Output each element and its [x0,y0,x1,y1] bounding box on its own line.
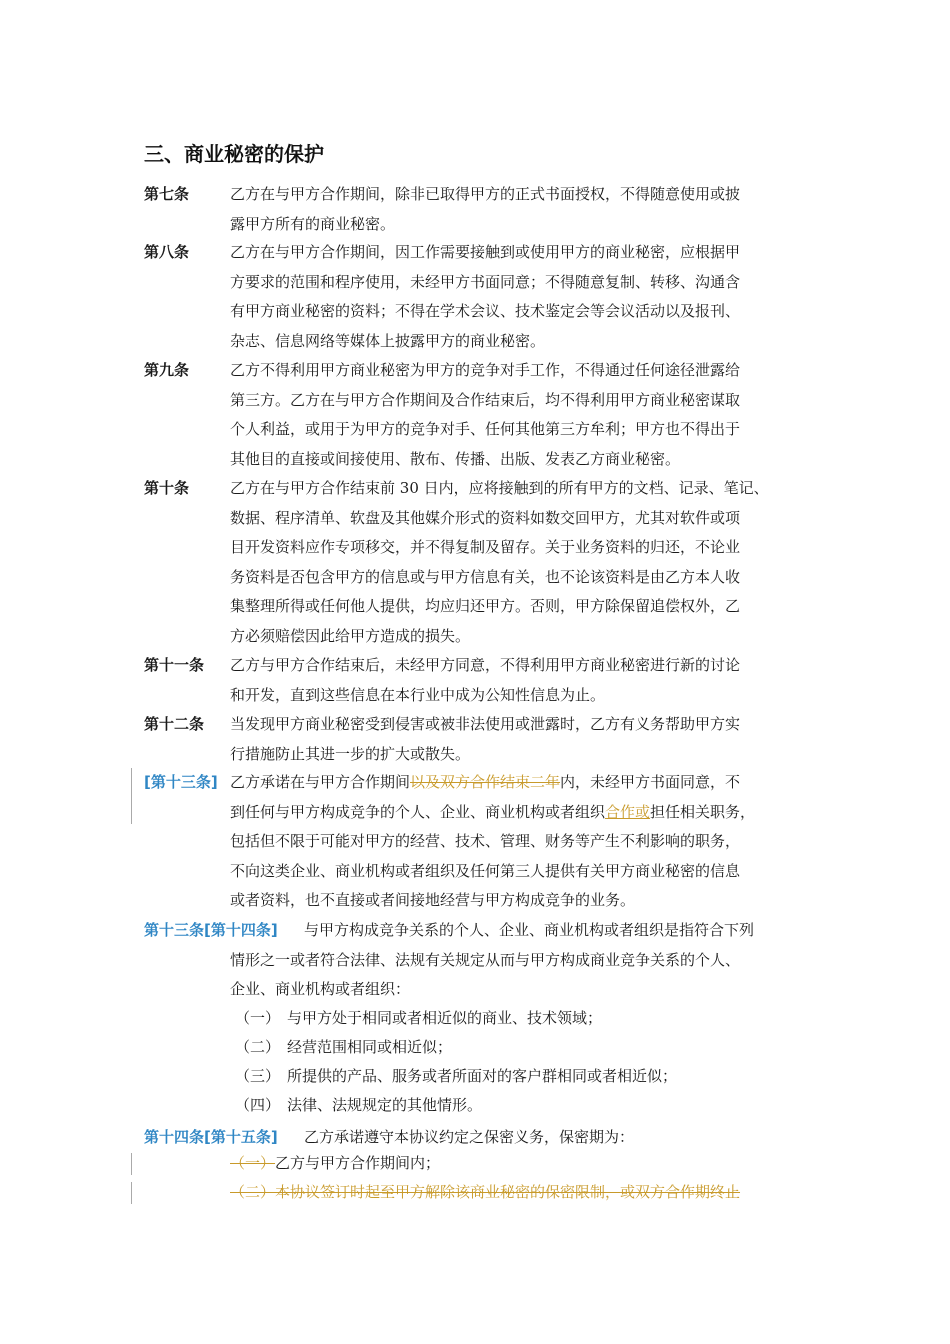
article-label: 第十二条 [144,715,205,733]
article-line [230,768,824,798]
change-bar [131,1153,132,1175]
list-item [230,1152,440,1173]
article-line: 乙方与甲方合作结束后，未经甲方同意，不得利用甲方商业秘密进行新的讨论 [230,656,741,674]
article-8 [144,238,824,356]
deleted-text: （二）本协议签订时起至甲方解除该商业秘密的保密限制，或双方合作期终止 [230,1183,741,1201]
article-line: 个人利益，或用于为甲方的竞争对手、任何其他第三方牟利；甲方也不得出于 [230,420,741,438]
article-9 [144,356,824,474]
article-label: 第九条 [144,361,190,379]
text-run: 到任何与甲方构成竞争的个人、企业、商业机构或者组织 [230,802,606,821]
list-item [235,1036,452,1057]
article-line: 或者资料，也不直接或者间接地经营与甲方构成竞争的业务。 [230,891,636,909]
article-line: 包括但不限于可能对甲方的经营、技术、管理、财务等产生不利影响的职务， [230,832,741,850]
article-label: 第八条 [144,243,190,261]
article-line: 乙方在与甲方合作期间，因工作需要接触到或使用甲方的商业秘密，应根据甲 [230,243,741,261]
item-number: （三） [235,1067,281,1085]
article-line: 杂志、信息网络等媒体上披露甲方的商业秘密。 [230,331,546,350]
article-first-line: 与甲方构成竞争关系的个人、企业、商业机构或者组织是指符合下列 [304,921,755,939]
article-line: 第三方。乙方在与甲方合作期间及合作结束后，均不得利用甲方商业秘密谋取 [230,390,741,409]
article-7 [144,180,824,239]
article-label: [第十三条] [144,773,218,791]
article-line: 企业、商业机构或者组织： [230,980,411,998]
article-10 [144,474,824,651]
item-number: （一） [235,1009,281,1027]
item-number: （二） [235,1038,281,1056]
article-line: 和开发，直到这些信息在本行业中成为公知性信息为止。 [230,685,606,704]
article-line: 乙方不得利用甲方商业秘密为甲方的竞争对手工作，不得通过任何途径泄露给 [230,361,741,379]
list-item [235,1094,482,1115]
article-line: 乙方在与甲方合作期间，除非已取得甲方的正式书面授权，不得随意使用或披 [230,185,741,203]
article-line [230,798,824,828]
list-item [235,1065,677,1086]
article-11 [144,651,824,710]
article-15 [144,1123,824,1153]
article-label: 第七条 [144,185,190,203]
article-label: 第十四条[第十五条] [144,1128,278,1146]
article-first-line: 乙方承诺遵守本协议约定之保密义务，保密期为： [304,1128,635,1146]
article-line: 行措施防止其进一步的扩大或散失。 [230,744,471,763]
article-line: 乙方在与甲方合作结束前 30 日内，应将接触到的所有甲方的文档、记录、笔记、 [230,479,769,497]
text-run: 内，未经甲方书面同意，不 [560,773,741,791]
article-label: 第十三条[第十四条] [144,921,278,939]
change-bar [131,768,132,824]
item-text: 乙方与甲方合作期间内； [275,1154,441,1172]
article-13 [144,768,824,916]
article-line: 露甲方所有的商业秘密。 [230,214,396,233]
deleted-text: 以及双方合作结束二年 [410,773,561,791]
change-bar [131,1182,132,1204]
text-run: 担任相关职务， [650,802,756,821]
article-label: 第十一条 [144,656,205,674]
article-line: 方必须赔偿因此给甲方造成的损失。 [230,626,471,645]
item-text: 经营范围相同或相近似； [287,1038,453,1056]
article-line: 其他目的直接或间接使用、散布、传播、出版、发表乙方商业秘密。 [230,449,681,468]
item-text: 与甲方处于相同或者相近似的商业、技术领域； [287,1009,603,1027]
article-line: 当发现甲方商业秘密受到侵害或被非法使用或泄露时，乙方有义务帮助甲方实 [230,715,741,733]
section-title: 三、商业秘密的保护 [144,142,324,166]
item-number: （四） [235,1096,281,1114]
text-run: 乙方承诺在与甲方合作期间 [230,773,411,791]
item-text: 所提供的产品、服务或者所面对的客户群相同或者相近似； [287,1067,678,1085]
article-line: 不向这类企业、商业机构或者组织及任何第三人提供有关甲方商业秘密的信息 [230,861,741,880]
list-item [235,1007,602,1028]
article-12 [144,710,824,769]
article-line: 务资料是否包含甲方的信息或与甲方信息有关，也不论该资料是由乙方本人收 [230,567,741,586]
inserted-text: 合作或 [605,802,651,821]
article-14 [144,916,824,1005]
item-text: 法律、法规规定的其他情形。 [287,1096,483,1114]
article-line: 目开发资料应作专项移交，并不得复制及留存。关于业务资料的归还，不论业 [230,538,741,556]
article-line: 集整理所得或任何他人提供，均应归还甲方。否则，甲方除保留追偿权外，乙 [230,597,741,615]
article-label: 第十条 [144,479,190,497]
list-item [230,1181,740,1202]
article-line: 数据、程序清单、软盘及其他媒介形式的资料如数交回甲方，尤其对软件或项 [230,508,741,527]
article-line: 方要求的范围和程序使用，未经甲方书面同意；不得随意复制、转移、沟通含 [230,272,741,291]
article-line: 情形之一或者符合法律、法规有关规定从而与甲方构成商业竞争关系的个人、 [230,950,741,969]
deleted-text: （一） [230,1154,276,1172]
article-line: 有甲方商业秘密的资料；不得在学术会议、技术鉴定会等会议活动以及报刊、 [230,302,741,320]
